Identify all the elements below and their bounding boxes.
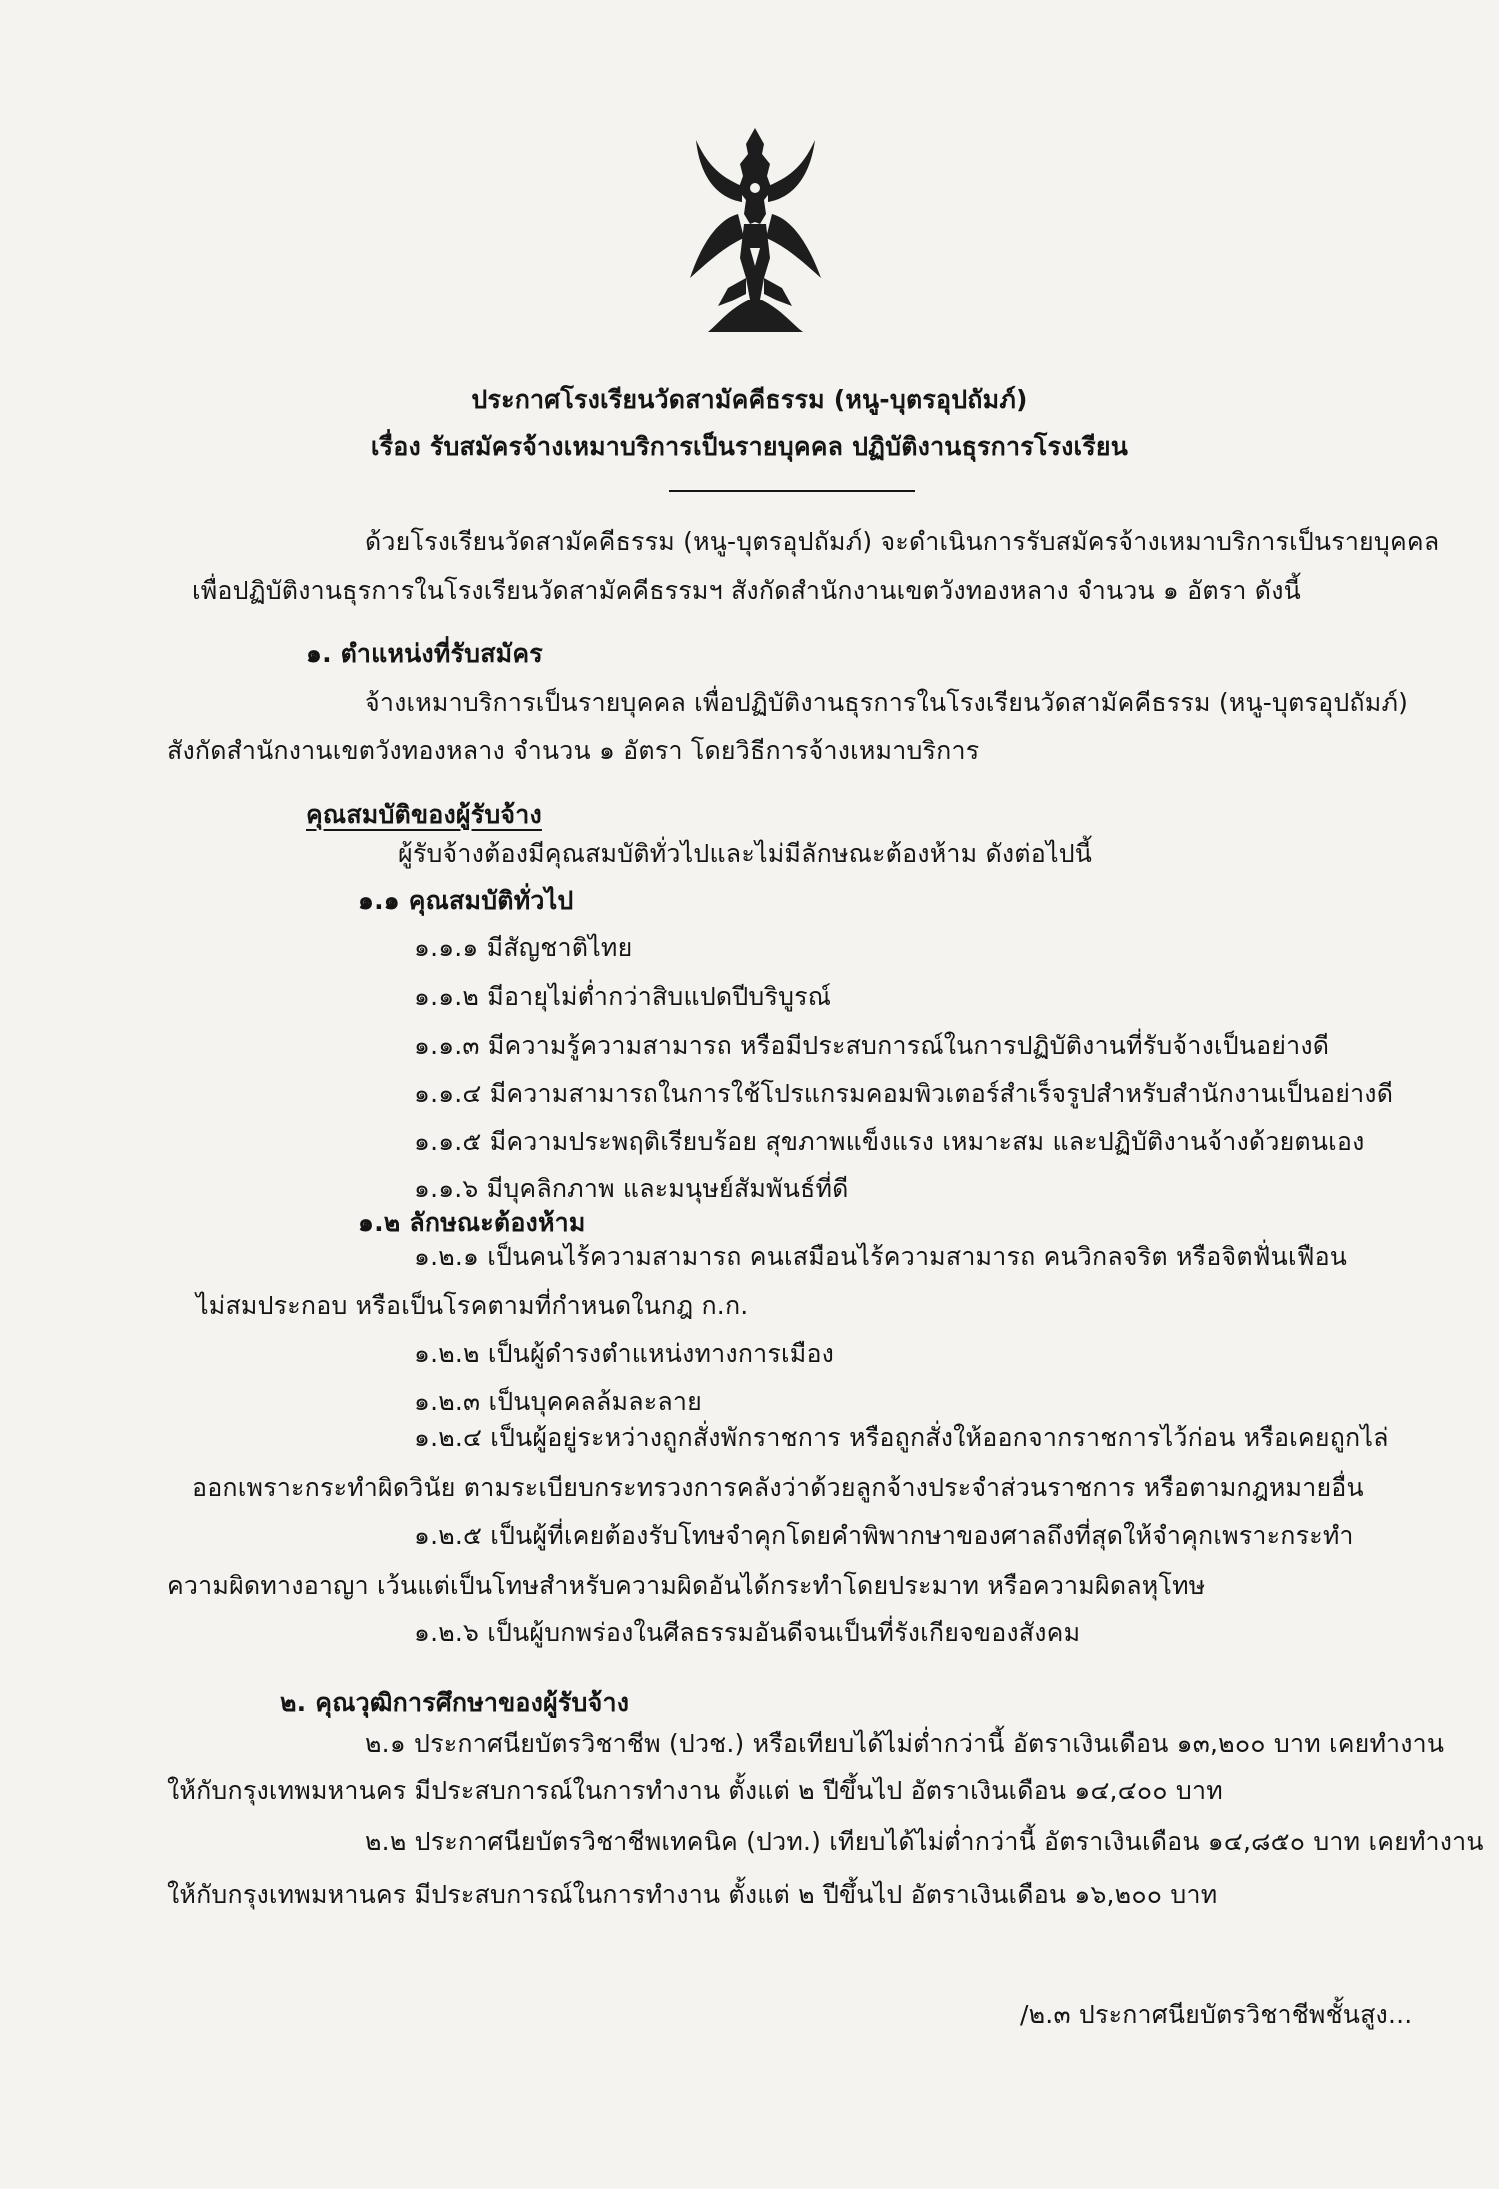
section1-line-2: สังกัดสำนักงานเขตวังทองหลาง จำนวน ๑ อัตรา โดยวิธีการจ้างเหมาบริการ [167, 736, 980, 765]
prohibited-line: ๑.๒.๔ เป็นผู้อยู่ระหว่างถูกสั่งพักราชการ หรือถูกสั่งให้ออกจากราชการไว้ก่อน หรือเคยถูกไล่ [414, 1423, 1389, 1452]
prohibited-line: ออกเพราะกระทำผิดวินัย ตามระเบียบกระทรวงการคลังว่าด้วยลูกจ้างประจำส่วนราชการ หรือตามกฎหมายอื่น [192, 1473, 1364, 1502]
prohibited-heading: ๑.๒ ลักษณะต้องห้าม [358, 1208, 586, 1237]
prohibited-line: ๑.๒.๒ เป็นผู้ดำรงตำแหน่งทางการเมือง [414, 1339, 835, 1368]
section1-line-1: จ้างเหมาบริการเป็นรายบุคคล เพื่อปฏิบัติงานธุรการในโรงเรียนวัดสามัคคีธรรม (หนู-บุตรอุปถัมภ์) [365, 688, 1409, 717]
announcement-subject: เรื่อง รับสมัครจ้างเหมาบริการเป็นรายบุคคล ปฏิบัติงานธุรการโรงเรียน [370, 432, 1129, 461]
general-item: ๑.๑.๓ มีความรู้ความสามารถ หรือมีประสบการณ์ในการปฏิบัติงานที่รับจ้างเป็นอย่างดี [414, 1031, 1330, 1060]
general-item: ๑.๑.๑ มีสัญชาติไทย [414, 933, 633, 962]
announcement-title: ประกาศโรงเรียนวัดสามัคคีธรรม (หนู-บุตรอุปถัมภ์) [471, 385, 1028, 414]
intro-line-2: เพื่อปฏิบัติงานธุรการในโรงเรียนวัดสามัคคีธรรมฯ สังกัดสำนักงานเขตวังทองหลาง จำนวน ๑ อัตรา ดังนี้ [192, 576, 1301, 605]
intro-line-1: ด้วยโรงเรียนวัดสามัคคีธรรม (หนู-บุตรอุปถัมภ์) จะดำเนินการรับสมัครจ้างเหมาบริการเป็นรายบุคคล [365, 527, 1440, 556]
garuda-emblem [688, 128, 823, 335]
section2-heading: ๒. คุณวุฒิการศึกษาของผู้รับจ้าง [280, 1688, 630, 1717]
prohibited-line: ๑.๒.๖ เป็นผู้บกพร่องในศีลธรรมอันดีจนเป็นที่รังเกียจของสังคม [414, 1618, 1081, 1647]
prohibited-line: ๑.๒.๑ เป็นคนไร้ความสามารถ คนเสมือนไร้ความสามารถ คนวิกลจริต หรือจิตฟั่นเฟือน [414, 1242, 1348, 1271]
general-heading: ๑.๑ คุณสมบัติทั่วไป [358, 886, 574, 915]
prohibited-line: ไม่สมประกอบ หรือเป็นโรคตามที่กำหนดในกฎ ก.ก. [196, 1291, 749, 1320]
section2-line: ให้กับกรุงเทพมหานคร มีประสบการณ์ในการทำงาน ตั้งแต่ ๒ ปีขึ้นไป อัตราเงินเดือน ๑๔,๔๐๐ บาท [167, 1776, 1223, 1805]
section2-line: ให้กับกรุงเทพมหานคร มีประสบการณ์ในการทำงาน ตั้งแต่ ๒ ปีขึ้นไป อัตราเงินเดือน ๑๖,๒๐๐ บาท [167, 1880, 1218, 1909]
general-item: ๑.๑.๒ มีอายุไม่ต่ำกว่าสิบแปดปีบริบูรณ์ [414, 982, 832, 1011]
continuation-note: /๒.๓ ประกาศนียบัตรวิชาชีพชั้นสูง... [1020, 2000, 1413, 2029]
section2-line: ๒.๑ ประกาศนียบัตรวิชาชีพ (ปวช.) หรือเทียบได้ไม่ต่ำกว่านี้ อัตราเงินเดือน ๑๓,๒๐๐ บาท เคยทำงาน [365, 1729, 1445, 1758]
section2-line: ๒.๒ ประกาศนียบัตรวิชาชีพเทคนิค (ปวท.) เทียบได้ไม่ต่ำกว่านี้ อัตราเงินเดือน ๑๔,๘๕๐ บาท เคยทำงาน [365, 1827, 1484, 1856]
qualifications-heading: คุณสมบัติของผู้รับจ้าง [306, 800, 542, 829]
general-item: ๑.๑.๔ มีความสามารถในการใช้โปรแกรมคอมพิวเตอร์สำเร็จรูปสำหรับสำนักงานเป็นอย่างดี [414, 1079, 1394, 1108]
prohibited-line: ความผิดทางอาญา เว้นแต่เป็นโทษสำหรับความผิดอันได้กระทำโดยประมาท หรือความผิดลหุโทษ [167, 1571, 1206, 1600]
section1-heading: ๑. ตำแหน่งที่รับสมัคร [306, 639, 543, 668]
prohibited-line: ๑.๒.๕ เป็นผู้ที่เคยต้องรับโทษจำคุกโดยคำพิพากษาของศาลถึงที่สุดให้จำคุกเพราะกระทำ [414, 1521, 1354, 1550]
general-item: ๑.๑.๕ มีความประพฤติเรียบร้อย สุขภาพแข็งแรง เหมาะสม และปฏิบัติงานจ้างด้วยตนเอง [414, 1127, 1365, 1156]
general-item: ๑.๑.๖ มีบุคลิกภาพ และมนุษย์สัมพันธ์ที่ดี [414, 1174, 849, 1203]
title-divider [669, 490, 915, 492]
prohibited-line: ๑.๒.๓ เป็นบุคคลล้มละลาย [414, 1387, 702, 1416]
qualifications-intro: ผู้รับจ้างต้องมีคุณสมบัติทั่วไปและไม่มีลักษณะต้องห้าม ดังต่อไปนี้ [398, 839, 1093, 868]
